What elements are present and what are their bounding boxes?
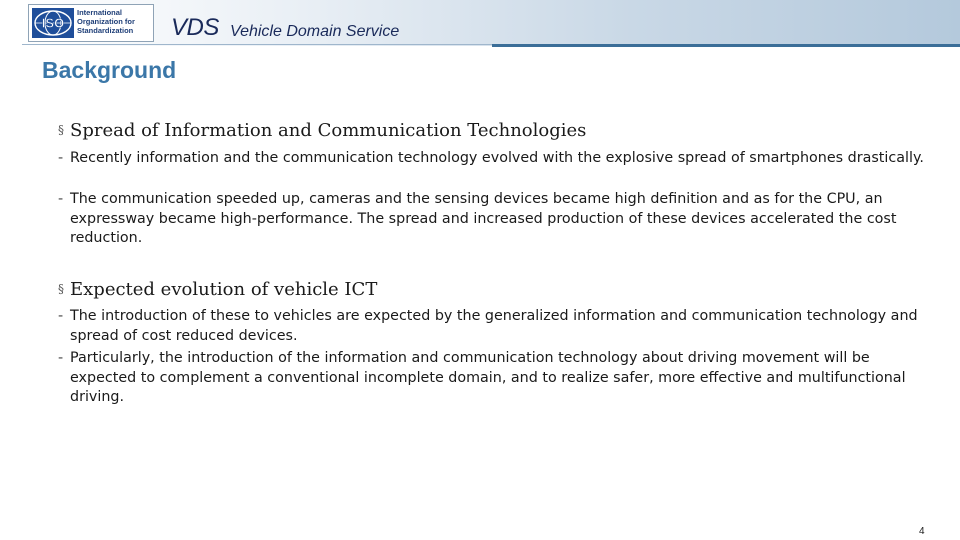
header-divider	[492, 44, 960, 47]
section-heading-ict-spread	[58, 120, 586, 141]
dash-bullet-icon: -	[58, 191, 64, 207]
header-title: VDS	[171, 14, 219, 41]
section-heading-text: Spread of Information and Communication Technologies	[70, 120, 587, 141]
section-heading-text: Expected evolution of vehicle ICT	[70, 279, 378, 300]
dash-bullet-icon: -	[58, 308, 64, 324]
logo-mark-text: ISO	[41, 15, 65, 31]
dash-bullet-icon: -	[58, 150, 64, 166]
list-item-text: The introduction of these to vehicles are expected by the generalized information and communication technology and spread of cost reduced devices.	[70, 308, 918, 344]
list-item-text: Recently information and the communication technology evolved with the explosive spread of smartphones drastically.	[70, 150, 924, 166]
dash-bullet-icon: -	[58, 350, 64, 366]
list-item	[58, 349, 928, 408]
square-bullet-icon: §	[58, 282, 64, 296]
square-bullet-icon: §	[58, 123, 64, 137]
header-divider-thin	[22, 44, 492, 45]
list-item	[58, 190, 928, 249]
logo-line-1: International	[77, 8, 123, 17]
header-subtitle: Vehicle Domain Service	[230, 23, 400, 40]
list-item-text: Particularly, the introduction of the information and communication technology about driving movement will be expected to complement a conventional incomplete domain, and to realize safer, more effective and multifunctional driving.	[70, 350, 906, 405]
header-band	[22, 0, 960, 46]
logo-line-2: Organization for	[77, 17, 135, 26]
list-item	[58, 307, 928, 346]
logo-line-3: Standardization	[77, 26, 134, 35]
iso-globe-icon	[32, 8, 74, 38]
list-item-text: The communication speeded up, cameras and the sensing devices became high definition and as for the CPU, an expressway became high-performance. The spread and increased production of these devices accelerated the cost reduction.	[70, 191, 897, 246]
logo-text	[77, 8, 153, 35]
page-title: Background	[42, 57, 177, 83]
list-item	[58, 149, 928, 169]
iso-logo	[28, 4, 154, 42]
page-number: 4	[919, 526, 925, 537]
section-heading-vehicle-ict	[58, 279, 377, 300]
